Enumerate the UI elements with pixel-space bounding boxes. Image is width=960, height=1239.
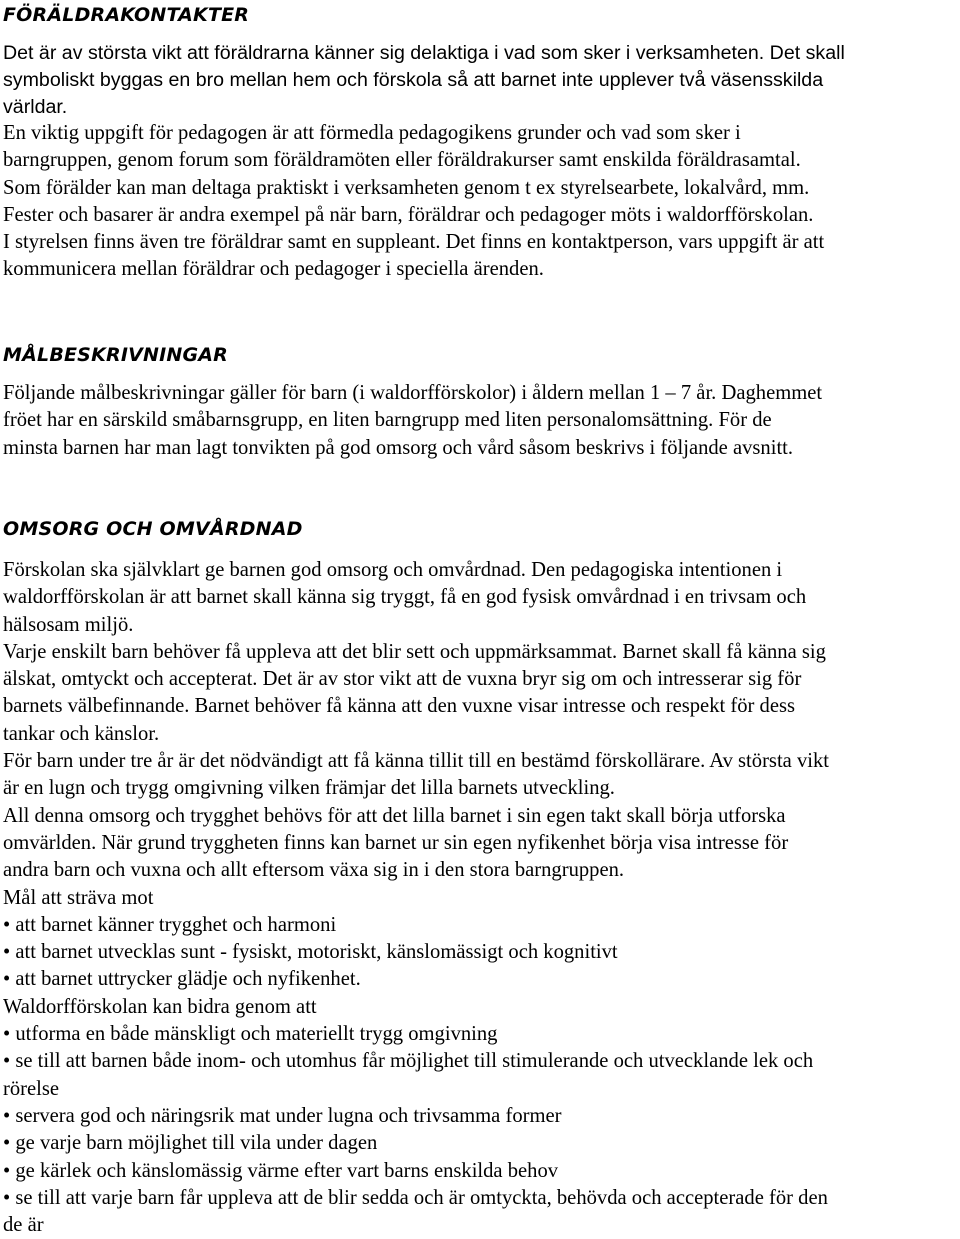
text-line: symboliskt byggas en bro mellan hem och förskola så att barnet inte upplever två väsensskilda xyxy=(3,69,824,91)
text-line: Varje enskilt barn behöver få uppleva att det blir sett och uppmärksammat. Barnet skall få känna sig xyxy=(3,640,826,663)
section-heading-malbeskrivningar: MÅLBESKRIVNINGAR xyxy=(3,344,228,366)
text-line: Följande målbeskrivningar gäller för barn (i waldorfförskolor) i åldern mellan 1 – 7 år. Daghemmet xyxy=(3,382,823,404)
text-line: Fester och basarer är andra exempel på när barn, föräldrar och pedagoger möts i waldorfförskolan. xyxy=(3,203,814,226)
text-line: All denna omsorg och trygghet behövs för att det lilla barnet i sin egen takt skall börja utforska xyxy=(3,804,786,827)
text-line: hälsosam miljö. xyxy=(3,613,134,636)
bullet-item-continuation: rörelse xyxy=(3,1077,60,1100)
section-heading-foraldrakontakter: FÖRÄLDRAKONTAKTER xyxy=(3,4,250,26)
omsorg-paragraph xyxy=(3,557,829,1239)
foraldrakontakter-body-paragraph xyxy=(3,120,824,284)
bullet-item: • se till att barnen både inom- och utomhus får möjlighet till stimulerande och utvecklande lek och xyxy=(3,1050,814,1073)
bullet-item: • utforma en både mänskligt och materiellt trygg omgivning xyxy=(3,1023,498,1046)
bullet-item: • se till att varje barn får uppleva att de blir sedda och är omtyckta, behövda och accepterade för den xyxy=(3,1186,828,1209)
text-line: andra barn och vuxna och allt eftersom växa sig in i den stora barngruppen. xyxy=(3,859,625,882)
bullet-item: • att barnet uttrycker glädje och nyfikenhet. xyxy=(3,968,361,991)
text-line: minsta barnen har man lagt tonvikten på god omsorg och vård såsom beskrivs i följande avsnitt. xyxy=(3,436,794,459)
text-line: waldorfförskolan är att barnet skall känna sig tryggt, få en god fysisk omvårdnad i en trivsam och xyxy=(3,586,807,609)
text-line: En viktig uppgift för pedagogen är att förmedla pedagogikens grunder och vad som sker i xyxy=(3,122,741,144)
section-heading-omsorg: OMSORG OCH OMVÅRDNAD xyxy=(3,518,303,540)
bullet-item: • ge varje barn möjlighet till vila under dagen xyxy=(3,1132,378,1155)
text-line: Det är av största vikt att föräldrarna känner sig delaktiga i vad som sker i verksamheten. Det skall xyxy=(3,42,845,64)
text-line: älskat, omtyckt och accepterat. Det är av stor vikt att de vuxna bryr sig om och intresserar sig för xyxy=(3,668,802,691)
text-line: tankar och känslor. xyxy=(3,722,160,745)
text-line: världar. xyxy=(3,96,68,118)
bullet-item: • att barnet känner trygghet och harmoni xyxy=(3,913,337,936)
text-line: Förskolan ska självklart ge barnen god omsorg och omvårdnad. Den pedagogiska intentionen i xyxy=(3,559,783,581)
text-line: fröet har en särskild småbarnsgrupp, en liten barngrupp med liten personalomsättning. För de xyxy=(3,409,772,432)
foraldrakontakter-intro-paragraph xyxy=(3,40,845,121)
bullet-item: • servera god och näringsrik mat under lugna och trivsamma former xyxy=(3,1104,562,1127)
text-line: är en lugn och trygg omgivning vilken främjar det lilla barnets utveckling. xyxy=(3,777,615,800)
text-line: kommunicera mellan föräldrar och pedagoger i speciella ärenden. xyxy=(3,258,544,281)
text-line: I styrelsen finns även tre föräldrar samt en suppleant. Det finns en kontaktperson, vars uppgift är att xyxy=(3,231,825,254)
goals-heading: Mål att sträva mot xyxy=(3,886,154,909)
bullet-item: • ge kärlek och känslomässig värme efter vart barns enskilda behov xyxy=(3,1159,559,1182)
bullet-item-continuation: de är xyxy=(3,1214,44,1237)
text-line: Som förälder kan man deltaga praktiskt i verksamheten genom t ex styrelsearbete, lokalvård, mm. xyxy=(3,176,810,199)
text-line: barnets välbefinnande. Barnet behöver få känna att den vuxne visar intresse och respekt för dess xyxy=(3,695,795,718)
malbeskrivningar-paragraph xyxy=(3,380,822,462)
contribution-heading: Waldorfförskolan kan bidra genom att xyxy=(3,995,317,1018)
text-line: omvärlden. När grund tryggheten finns kan barnet ur sin egen nyfikenhet börja visa intresse för xyxy=(3,831,789,854)
text-line: För barn under tre år är det nödvändigt att få känna tillit till en bestämd förskollärare. Av största vikt xyxy=(3,750,829,773)
bullet-item: • att barnet utvecklas sunt - fysiskt, motoriskt, känslomässigt och kognitivt xyxy=(3,941,618,964)
text-line: barngruppen, genom forum som föräldramöten eller föräldrakurser samt enskilda föräldrasamtal. xyxy=(3,149,801,172)
